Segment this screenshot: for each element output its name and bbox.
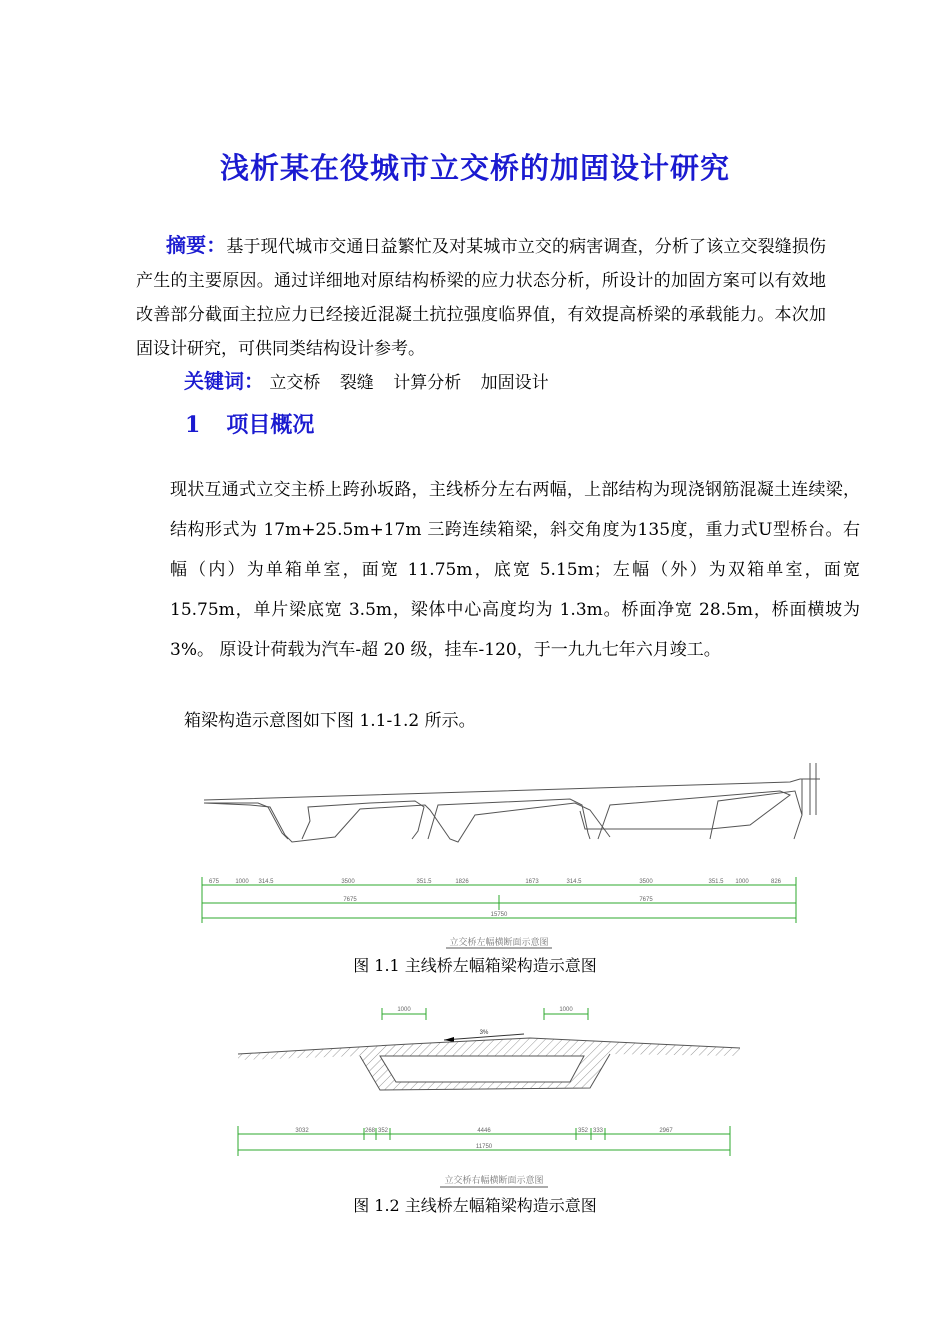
dim-label: 826: [770, 879, 782, 885]
dim-label: 333: [592, 1128, 604, 1134]
dim-label: 7675: [343, 897, 357, 903]
section-number: 1: [185, 412, 201, 438]
section-heading: [185, 408, 314, 439]
figure-2-caption: 图 1.2 主线桥左幅箱梁构造示意图: [353, 1196, 597, 1215]
document-title: 浅析某在役城市立交桥的加固设计研究: [219, 151, 730, 185]
dim-label: 3500: [639, 879, 653, 885]
figure-1-drawing: [190, 755, 830, 955]
dim-label: 1826: [455, 879, 469, 885]
dim-label: 314.5: [258, 879, 274, 885]
dim-label: 15750: [490, 912, 508, 918]
dim-label: 11750: [475, 1144, 493, 1150]
dim-label: 314.5: [566, 879, 582, 885]
keyword-item: 立交桥: [269, 373, 321, 393]
dim-label: 4446: [477, 1128, 491, 1134]
left-deck-section: [204, 763, 820, 842]
figure-intro: 箱梁构造示意图如下图 1.1-1.2 所示。: [184, 711, 476, 731]
dim-label: 675: [208, 879, 220, 885]
top-dimension-labels: [397, 1007, 573, 1013]
dim-label: 1000: [397, 1007, 411, 1013]
keywords-line: [184, 366, 563, 398]
drawing-title-group: [446, 936, 552, 948]
dimension-labels: [295, 1128, 673, 1150]
figure-2-drawing: [230, 998, 750, 1193]
slope-label: 3%: [479, 1030, 489, 1036]
dim-label: 7675: [639, 897, 653, 903]
section-paragraph: 现状互通式立交主桥上跨孙坂路，主线桥分左右两幅，上部结构为现浇钢筋混凝土连续梁，结构形式为 17m+25.5m+17m 三跨连续箱梁，斜交角度为135度，重力式U型桥台。右幅（内）为单箱单室，面宽 11.75m，底宽 5.15m；左幅（外）为双箱单室，面宽 15.75m，单片梁底宽 3.5m，梁体中心高度均为 1.3m。桥面净宽 28.5m，桥面横坡为 3%。 原设计荷载为汽车-超 20 级，挂车-120，于一九九七年六月竣工。: [170, 480, 860, 660]
dim-label: 1673: [525, 879, 539, 885]
top-dimension-lines: [382, 1008, 588, 1020]
dim-label: 2967: [659, 1128, 673, 1134]
dim-label: 351.5: [708, 879, 724, 885]
section-title: 项目概况: [226, 412, 315, 438]
dim-label: 268: [364, 1128, 376, 1134]
keyword-item: 裂缝: [339, 373, 374, 393]
drawing-title-group: [440, 1174, 548, 1187]
dim-label: 352: [577, 1128, 589, 1134]
abstract-paragraph: [136, 228, 826, 366]
abstract-label: 摘要：: [166, 233, 227, 257]
figure-1-caption: 图 1.1 主线桥左幅箱梁构造示意图: [353, 956, 597, 975]
dim-label: 1000: [235, 879, 249, 885]
dim-label: 1000: [735, 879, 749, 885]
dim-label: 1000: [559, 1007, 573, 1013]
keyword-item: 加固设计: [480, 373, 549, 393]
drawing-title: 立交桥右幅横断面示意图: [444, 1176, 544, 1186]
keywords-label: 关键词：: [184, 369, 264, 393]
right-deck-section: [238, 1038, 740, 1090]
dim-label: 352: [377, 1128, 389, 1134]
keyword-item: 计算分析: [393, 373, 462, 393]
dim-label: 3500: [341, 879, 355, 885]
dim-label: 3032: [295, 1128, 309, 1134]
drawing-title: 立交桥左幅横断面示意图: [449, 938, 549, 948]
abstract-text: 基于现代城市交通日益繁忙及对某城市立交的病害调查，分析了该立交裂缝损伤产生的主要原因。通过详细地对原结构桥梁的应力状态分析，所设计的加固方案可以有效地改善部分截面主拉应力已经接近混凝土抗拉强度临界值，有效提高桥梁的承载能力。本次加固设计研究，可供同类结构设计参考。: [136, 237, 826, 359]
dim-label: 351.5: [416, 879, 432, 885]
